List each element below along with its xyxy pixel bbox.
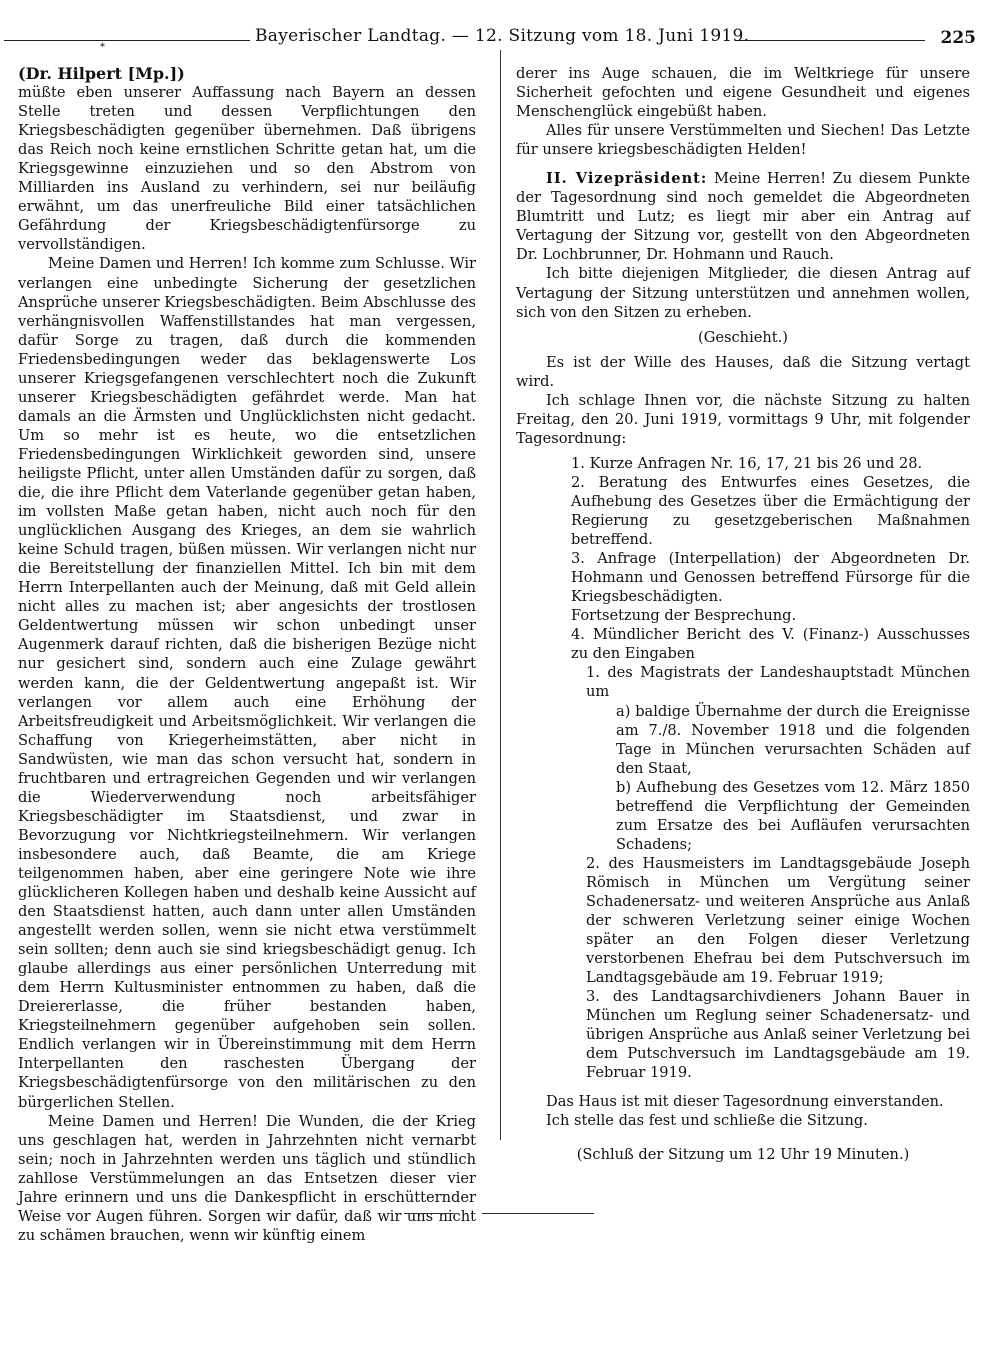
agenda-item: 2. Beratung des Entwurfes eines Gesetzes, die Aufhebung des Gesetzes über die Ermächtigung der Regierung zu gesetzgeberischen Maßnahmen betreffend. [571,473,970,549]
agenda-item-note: Fortsetzung der Besprechung. [571,607,797,625]
agenda-subitem: 3. des Landtagsarchivdieners Johann Bauer in München um Reglung seiner Schadenersatz- und übrigen Ansprüche aus Anlaß seiner Verletzung bei dem Putschversuch im Landtagsgebäude am 19. Februar 1919. [586,988,970,1082]
agenda-item: 3. Anfrage (Interpellation) der Abgeordneten Dr. Hohmann und Genossen betreffend Fürsorge für die Kriegsbeschädigten. [571,550,970,606]
paragraph: Ich bitte diejenigen Mitglieder, die diesen Antrag auf Vertagung der Sitzung unterstützen und annehmen wollen, sich von den Sitzen zu erheben. [516,265,970,321]
paragraph: Meine Damen und Herren! Ich komme zum Schlusse. Wir verlangen eine unbedingte Sicherung der gesetzlichen Ansprüche unserer Kriegsbeschädigten. Beim Abschlusse des verhängnisvollen Waffenstillstandes hat man vergessen, dafür Sorge zu tragen, daß durch die kommenden Friedensbedingungen weder das beklagenswerte Los unserer Kriegsgefangenen verschlechtert noch die Zukunft unserer Kriegsbeschädigten gefährdet werde. Man hat damals an die Ärmsten und Unglücklichsten nicht gedacht. Um so mehr ist es heute, wo die entsetzlichen Friedensbedingungen Wirklichkeit geworden sind, unsere heiligste Pflicht, unter allen Umständen dafür zu sorgen, daß die, die ihre Pflicht dem Vaterlande gegenüber getan haben, im vollsten Maße getan haben, nicht auch noch für den unglücklichen Ausgang des Krieges, an dem sie wahrlich keine Schuld tragen, büßen müssen. Wir verlangen nicht nur die Bereitstellung der finanziellen Mittel. Ich bin mit dem Herrn Interpellanten auch der Meinung, daß mit Geld allein nicht alles zu machen ist; aber angesichts der trostlosen Geldentwertung müssen wir schon unbedingt unser Augenmerk darauf richten, daß die bisherigen Bezüge nicht nur gesichert sind, sondern auch eine Zulage gewährt werden kann, die der Geldentwertung angepaßt ist. Wir verlangen vor allem auch eine Erhöhung der Arbeitsfreudigkeit und Arbeitsmöglichkeit. Wir verlangen die Schaffung von Kriegerheimstätten, aber nicht in Sandwüsten, wie man das schon versucht hat, sondern in fruchtbaren und ertragreichen Gegenden und wir verlangen die Wiederverwendung noch arbeitsfähiger Kriegsbeschädigter im Staatsdienst, und zwar in Bevorzugung vor Nichtkriegsteilnehmern. Wir verlangen insbesondere auch, daß Beamte, die am Kriege teilgenommen haben, aber eine geringere Note wie ihre glücklicheren Kollegen haben und deshalb keine Aussicht auf den Staatsdienst hatten, auch dann unter allen Umständen angestellt werden sollen, wenn sie nicht etwa verstümmelt sein sollten; denn auch sie sind kriegsbeschädigt genug. Ich glaube allerdings aus einer persönlichen Unterredung mit dem Herrn Kultusminister entnommen zu haben, daß die Dreiererlasse, die früher bestanden haben, Kriegsteilnehmern gegenüber aufgehoben sein sollen. Endlich verlangen wir in Übereinstimmung mit dem Herrn Interpellanten den raschesten Übergang der Kriegsbeschädigtenfürsorge von den militärischen zu den bürgerlichen Stellen. [18,255,476,1111]
paragraph: Alles für unsere Verstümmelten und Siechen! Das Letzte für unsere kriegsbeschädigten Helden! [516,122,970,159]
session-end-note: (Schluß der Sitzung um 12 Uhr 19 Minuten.) [576,1145,910,1163]
paragraph: Das Haus ist mit dieser Tagesordnung einverstanden. [546,1093,944,1111]
paragraph: Es ist der Wille des Hauses, daß die Sitzung vertagt wird. [516,353,970,390]
right-column [516,64,970,1164]
agenda-item: 4. Mündlicher Bericht des V. (Finanz-) Ausschusses zu den Eingaben [571,626,970,663]
agenda-subsubitem: a) baldige Übernahme der durch die Ereignisse am 7./8. November 1918 und die folgenden Tage in München verursachten Schäden auf den Staat, [616,702,970,777]
speaker-label: (Dr. Hilpert [Mp.]) [18,64,185,83]
footer-rule-left [404,1213,454,1214]
agenda-subitem: 2. des Hausmeisters im Landtagsgebäude Joseph Römisch in München um Vergütung seiner Schadenersatz- und weiteren Ansprüche aus Anlaß der schweren Verletzung seiner einige Wochen später an den Folgen dieser Verletzung verstorbenen Ehefrau bei dem Putschversuch im Landtagsgebäude am 19. Februar 1919; [586,854,970,987]
agenda-subitem: 1. des Magistrats der Landeshauptstadt München um [586,664,970,701]
paragraph: derer ins Auge schauen, die im Weltkriege für unsere Sicherheit gefochten und eigene Gesundheit und eigenes Menschenglück eingebüßt haben. [516,65,970,121]
column-divider [500,50,501,1140]
paragraph: müßte eben unserer Auffassung nach Bayern an dessen Stelle treten und dessen Verpflichtungen den Kriegsbeschädigten gegenüber übernehmen. Daß übrigens das Reich noch keine ernstlichen Schritte getan hat, um die Kriegsgewinne einzuziehen und so den Abstrom von Milliarden ins Ausland zu verhindern, sei nur beiläufig erwähnt, um das unerfreuliche Bild einer tatsächlichen Gefährdung der Kriegsbeschädigtenfürsorge zu vervollständigen. [18,84,476,254]
paragraph: Ich stelle das fest und schließe die Sitzung. [546,1112,868,1130]
agenda-subsubitem: b) Aufhebung des Gesetzes vom 12. März 1850 betreffend die Verpflichtung der Gemeinden zum Ersatze des bei Aufläufen verursachten Schadens; [616,778,970,853]
header-rule-right [735,40,925,41]
paragraph: Ich schlage Ihnen vor, die nächste Sitzung zu halten Freitag, den 20. Juni 1919, vormittags 9 Uhr, mit folgender Tagesordnung: [516,391,970,447]
header-mark: * [100,42,105,53]
header-rule-left [4,40,250,41]
footer-rule-right [482,1213,594,1214]
vice-president-statement [516,169,970,264]
vice-president-text: Meine Herren! Zu diesem Punkte der Tagesordnung sind noch gemeldet die Abgeordneten Blumtritt und Lutz; es liegt mir aber ein Antrag auf Vertagung der Sitzung vor, gestellt von den Abgeordneten Dr. Lochbrunner, Dr. Hohmann und Rauch. [516,170,970,264]
left-column [18,64,476,1245]
paragraph: Meine Damen und Herren! Die Wunden, die der Krieg uns geschlagen hat, werden in Jahrzehnten nicht vernarbt sein; noch in Jahrzehnten werden uns täglich und stündlich zahllose Verstümmelungen an das Entsetzen dieser vier Jahre erinnern und uns die Dankespflicht in erschütternder Weise vor Augen führen. Sorgen wir dafür, daß wir uns nicht zu schämen brauchen, wenn wir künftig einem [18,1112,476,1244]
running-header: Bayerischer Landtag. — 12. Sitzung vom 18. Juni 1919. [255,26,750,46]
agenda-item: 1. Kurze Anfragen Nr. 16, 17, 21 bis 26 und 28. [571,454,923,472]
vice-president-label: II. Vizepräsident: [546,170,708,188]
stage-direction: (Geschieht.) [698,328,788,346]
page-number: 225 [940,28,976,48]
